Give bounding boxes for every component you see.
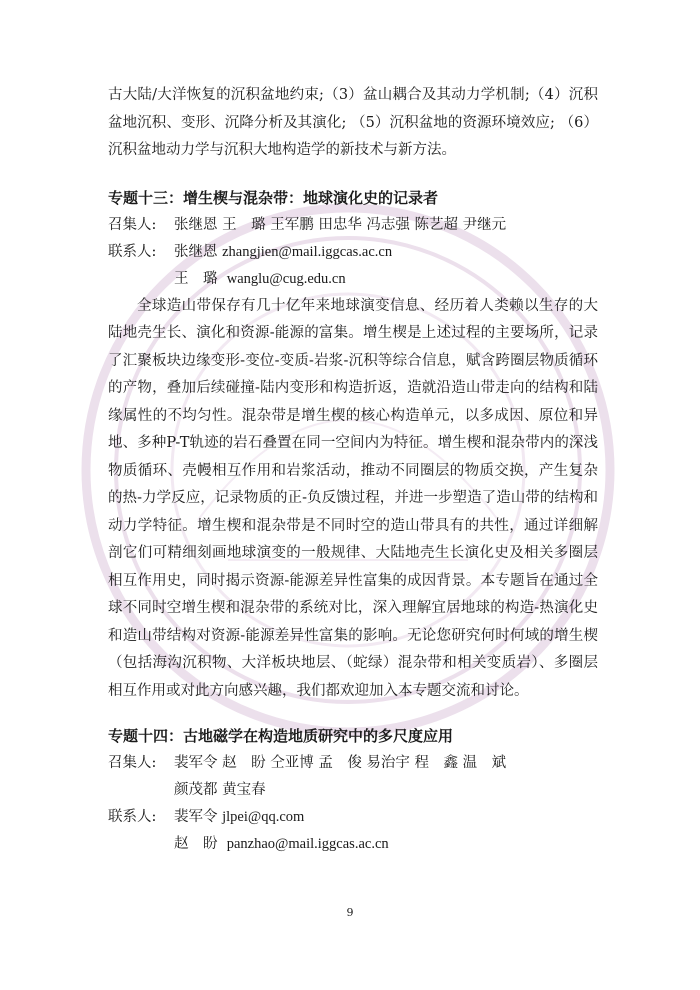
contact-email-link[interactable]: wanglu@cug.edu.cn (226, 270, 346, 287)
intro-paragraph: 古大陆/大洋恢复的沉积盆地约束;（3）盆山耦合及其动力学机制;（4）沉积盆地沉积、变形、沉降分析及其演化; （5）沉积盆地的资源环境效应; （6）沉积盆地动力学与沉积大地构造学的新技术与新方法。 (108, 87, 598, 158)
topic14-convener-label: 召集人: (108, 755, 157, 771)
topic14-contact-label: 联系人: (108, 809, 157, 825)
topic14-contact-row-1 (108, 804, 598, 831)
page-content (108, 82, 598, 858)
contact-email-link[interactable]: zhangjien@mail.iggcas.ac.cn (222, 243, 393, 260)
contact-email-link[interactable]: panzhao@mail.iggcas.ac.cn (226, 836, 389, 852)
page-number: 9 (346, 906, 354, 919)
contact-name: 赵 盼 (174, 836, 218, 852)
topic13-title: 专题十三：增生楔与混杂带：地球演化史的记录者 (108, 188, 439, 207)
topic14-contact-row-2 (108, 831, 598, 858)
topic13-convener-label: 召集人: (108, 216, 157, 233)
topic14-conveners-row (108, 750, 598, 777)
contact-name: 王 璐 (174, 270, 218, 287)
topic13-contact-row-1 (108, 239, 598, 266)
topic13-contact-row-2 (108, 266, 598, 293)
topic14-conveners-line2: 颜茂都 黄宝春 (174, 782, 266, 798)
topic13-contact-label: 联系人: (108, 243, 157, 260)
topic14-conveners-line1: 裴军令 赵 盼 仝亚博 孟 俊 易治宇 程 鑫 温 斌 (174, 755, 507, 771)
topic14-title: 专题十四：古地磁学在构造地质研究中的多尺度应用 (108, 727, 454, 745)
topic13-conveners-row (108, 212, 598, 239)
topic13-conveners: 张继恩 王 璐 王军鹏 田忠华 冯志强 陈艺超 尹继元 (174, 216, 507, 233)
contact-name: 张继恩 (174, 243, 218, 260)
contact-name: 裴军令 (174, 809, 218, 825)
contact-email-link[interactable]: jlpei@qq.com (222, 809, 305, 825)
topic13-body-paragraph: 全球造山带保存有几十亿年来地球演变信息、经历着人类赖以生存的大陆地壳生长、演化和资源-能源的富集。增生楔是上述过程的主要场所，记录了汇聚板块边缘变形-变位-变质-岩浆-沉积等综合信息，赋含跨圈层物质循环的产物，叠加后续碰撞-陆内变形和构造折返，造就沿造山带走向的结构和陆缘属性的不均匀性。混杂带是增生楔的核心构造单元，以多成因、原位和异地、多种P-T轨迹的岩石叠置在同一空间内为特征。增生楔和混杂带内的深浅物质循环、壳幔相互作用和岩浆活动，推动不同圈层的物质交换，产生复杂的热-力学反应，记录物质的正-负反馈过程，并进一步塑造了造山带的结构和动力学特征。增生楔和混杂带是不同时空的造山带具有的共性，通过详细解剖它们可精细刻画地球演变的一般规律、大陆地壳生长演化史及相关多圈层相互作用史，同时揭示资源-能源差异性富集的成因背景。本专题旨在通过全球不同时空增生楔和混杂带的系统对比，深入理解宜居地球的构造-热演化史和造山带结构对资源-能源差异性富集的影响。无论您研究何时何域的增生楔（包括海沟沉积物、大洋板块地层、（蛇绿）混杂带和相关变质岩）、多圈层相互作用或对此方向感兴趣，我们都欢迎加入本专题交流和讨论。 (108, 297, 598, 699)
